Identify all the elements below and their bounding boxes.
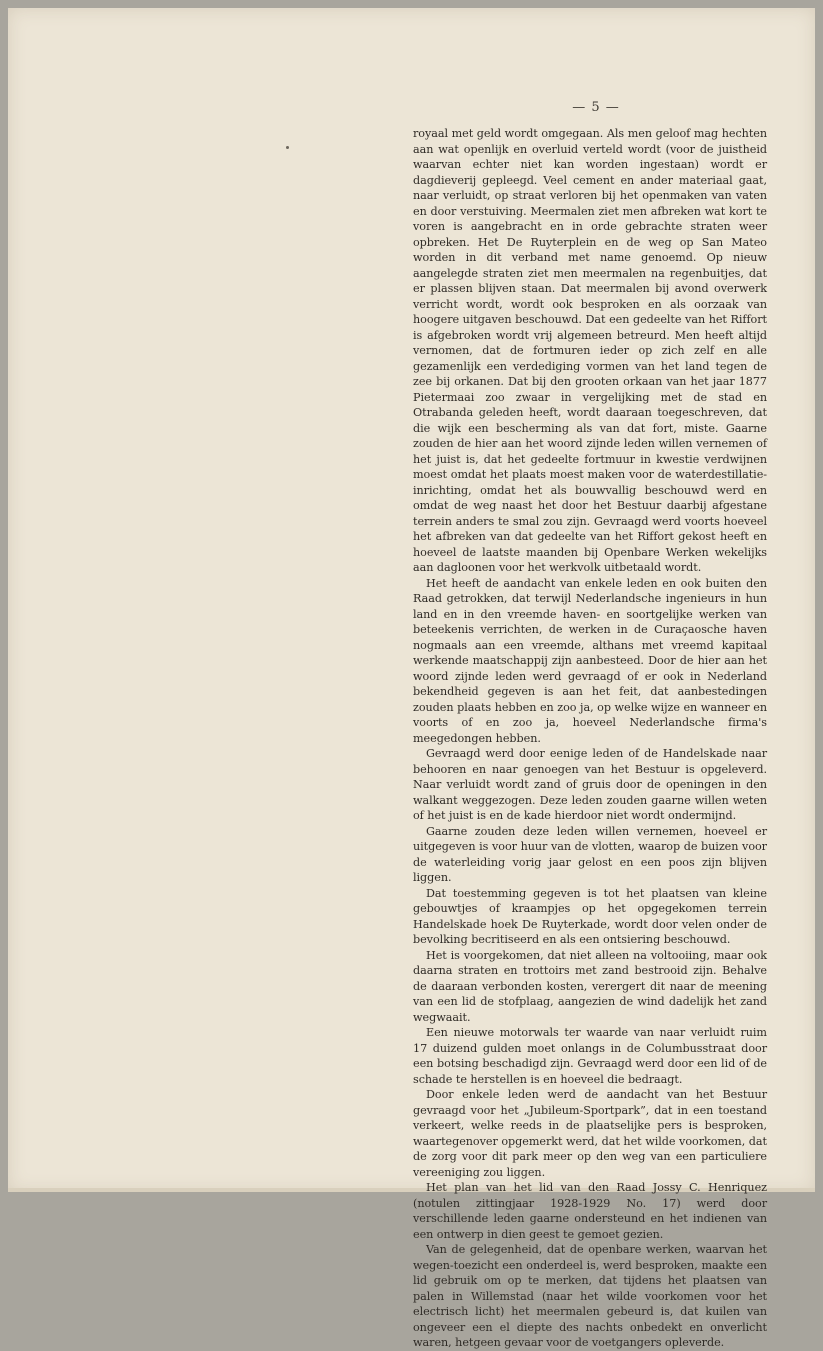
paragraph-9: Het plan van het lid van den Raad Jossy C. Henriquez (notulen zittingjaar 1928-1929 No. 17) werd door verschillende leden gaarne ondersteund en het indienen van een ontwerp in dien geest te gemoet gezien. xyxy=(413,1181,767,1241)
paragraph-4: Gaarne zouden deze leden willen vernemen, hoeveel er uitgegeven is voor huur van de vlotten, waarop de buizen voor de waterleiding vorig jaar gelost en een poos zijn blijven liggen. xyxy=(413,824,767,884)
paragraph-6: Het is voorgekomen, dat niet alleen na voltooiing, maar ook daarna straten en trottoirs met zand bestrooid zijn. Behalve de daaraan verbonden kosten, verergert dit naar de meening van een lid de stofplaag, aangezien de wind dadelijk het zand wegwaait. xyxy=(413,948,767,1024)
paragraph-7: Een nieuwe motorwals ter waarde van naar verluidt ruim 17 duizend gulden moet onlangs in de Columbusstraat door een botsing beschadigd zijn. Gevraagd werd door een lid of de schade te herstellen is en hoeveel die bedraagt. xyxy=(413,1026,767,1086)
text-column xyxy=(413,126,767,1351)
paragraph-10: Van de gelegenheid, dat de openbare werken, waarvan het wegen-toezicht een onderdeel is, werd besproken, maakte een lid gebruik om op te merken, dat tijdens het plaatsen van palen in Willemstad (naar het wilde voorkomen voor het electrisch licht) het meermalen gebeurd is, dat kuilen van ongeveer een el diepte des nachts onbedekt en onverlicht waren, hetgeen gevaar voor de voetgangers opleverde. xyxy=(413,1243,767,1349)
page-number: — 5 — xyxy=(572,100,620,115)
paragraph-1: royaal met geld wordt omgegaan. Als men geloof mag hechten aan wat openlijk en overluid verteld wordt (voor de juistheid waarvan echter niet kan worden ingestaan) wordt er dagdieverij gepleegd. Veel cement en ander materiaal gaat, naar verluidt, op straat verloren bij het openmaken van vaten en door verstuiving. Meermalen ziet men afbreken wat kort te voren is aangebracht en in orde gebrachte straten weer opbreken. Het De Ruyterplein en de weg op San Mateo worden in dit verband met name genoemd. Op nieuw aangelegde straten ziet men meermalen na regenbuitjes, dat er plassen blijven staan. Dat meermalen bij avond overwerk verricht wordt, wordt ook besproken en als oorzaak van hoogere uitgaven beschouwd. Dat een gedeelte van het Riffort is afgebroken wordt vrij algemeen betreurd. Men heeft altijd vernomen, dat de fortmuren ieder op zich zelf en alle gezamenlijk een verdediging vormen van het land tegen de zee bij orkanen. Dat bij den grooten orkaan van het jaar 1877 Pietermaai zoo zwaar in vergelijking met de stad en Otrabanda geleden heeft, wordt daaraan toegeschreven, dat die wijk een bescherming als van dat fort, miste. Gaarne zouden de hier aan het woord zijnde leden willen vernemen of het juist is, dat het gedeelte fortmuur in kwestie verdwijnen moest omdat het plaats moest maken voor de waterdestillatie-inrichting, omdat het als bouwvallig beschouwd werd en omdat de weg naast het door het Bestuur daarbij afgestane terrein anders te smal zou zijn. Gevraagd werd voorts hoeveel het afbreken van dat gedeelte van het Riffort gekost heeft en hoeveel de laatste maanden bij Openbare Werken wekelijks aan dagloonen voor het werkvolk uitbetaald wordt. xyxy=(413,127,767,574)
margin-mark xyxy=(286,146,289,149)
paragraph-3: Gevraagd werd door eenige leden of de Handelskade naar behooren en naar genoegen van het Bestuur is opgeleverd. Naar verluidt wordt zand of gruis door de openingen in den walkant weggezogen. Deze leden zouden gaarne willen weten of het juist is en de kade hierdoor niet wordt ondermijnd. xyxy=(413,747,767,822)
paragraph-5: Dat toestemming gegeven is tot het plaatsen van kleine gebouwtjes of kraampjes op het opgegekomen terrein Handelskade hoek De Ruyterkade, wordt door velen onder de bevolking becritiseerd en als een ontsiering beschouwd. xyxy=(413,886,767,946)
paragraph-2: Het heeft de aandacht van enkele leden en ook buiten den Raad getrokken, dat terwijl Nederlandsche ingenieurs in hun land en in den vreemde haven- en soortgelijke werken van beteekenis verrichten, de werken in de Curaçaosche haven nogmaals aan een vreemde, althans met vreemd kapitaal werkende maatschappij zijn aanbesteed. Door de hier aan het woord zijnde leden werd gevraagd of er ook in Nederland bekendheid gegeven is aan het feit, dat aanbestedingen zouden plaats hebben en zoo ja, op welke wijze en wanneer en voorts of en zoo ja, hoeveel Nederlandsche firma's meegedongen hebben. xyxy=(413,576,767,745)
paragraph-8: Door enkele leden werd de aandacht van het Bestuur gevraagd voor het „Jubileum-Sportpark”, dat in een toestand verkeert, welke reeds in de plaatselijke pers is besproken, waartegenover opgemerkt werd, dat het wilde voorkomen, dat de zorg voor dit park meer op den weg van een particuliere vereeniging zou liggen. xyxy=(413,1088,767,1179)
